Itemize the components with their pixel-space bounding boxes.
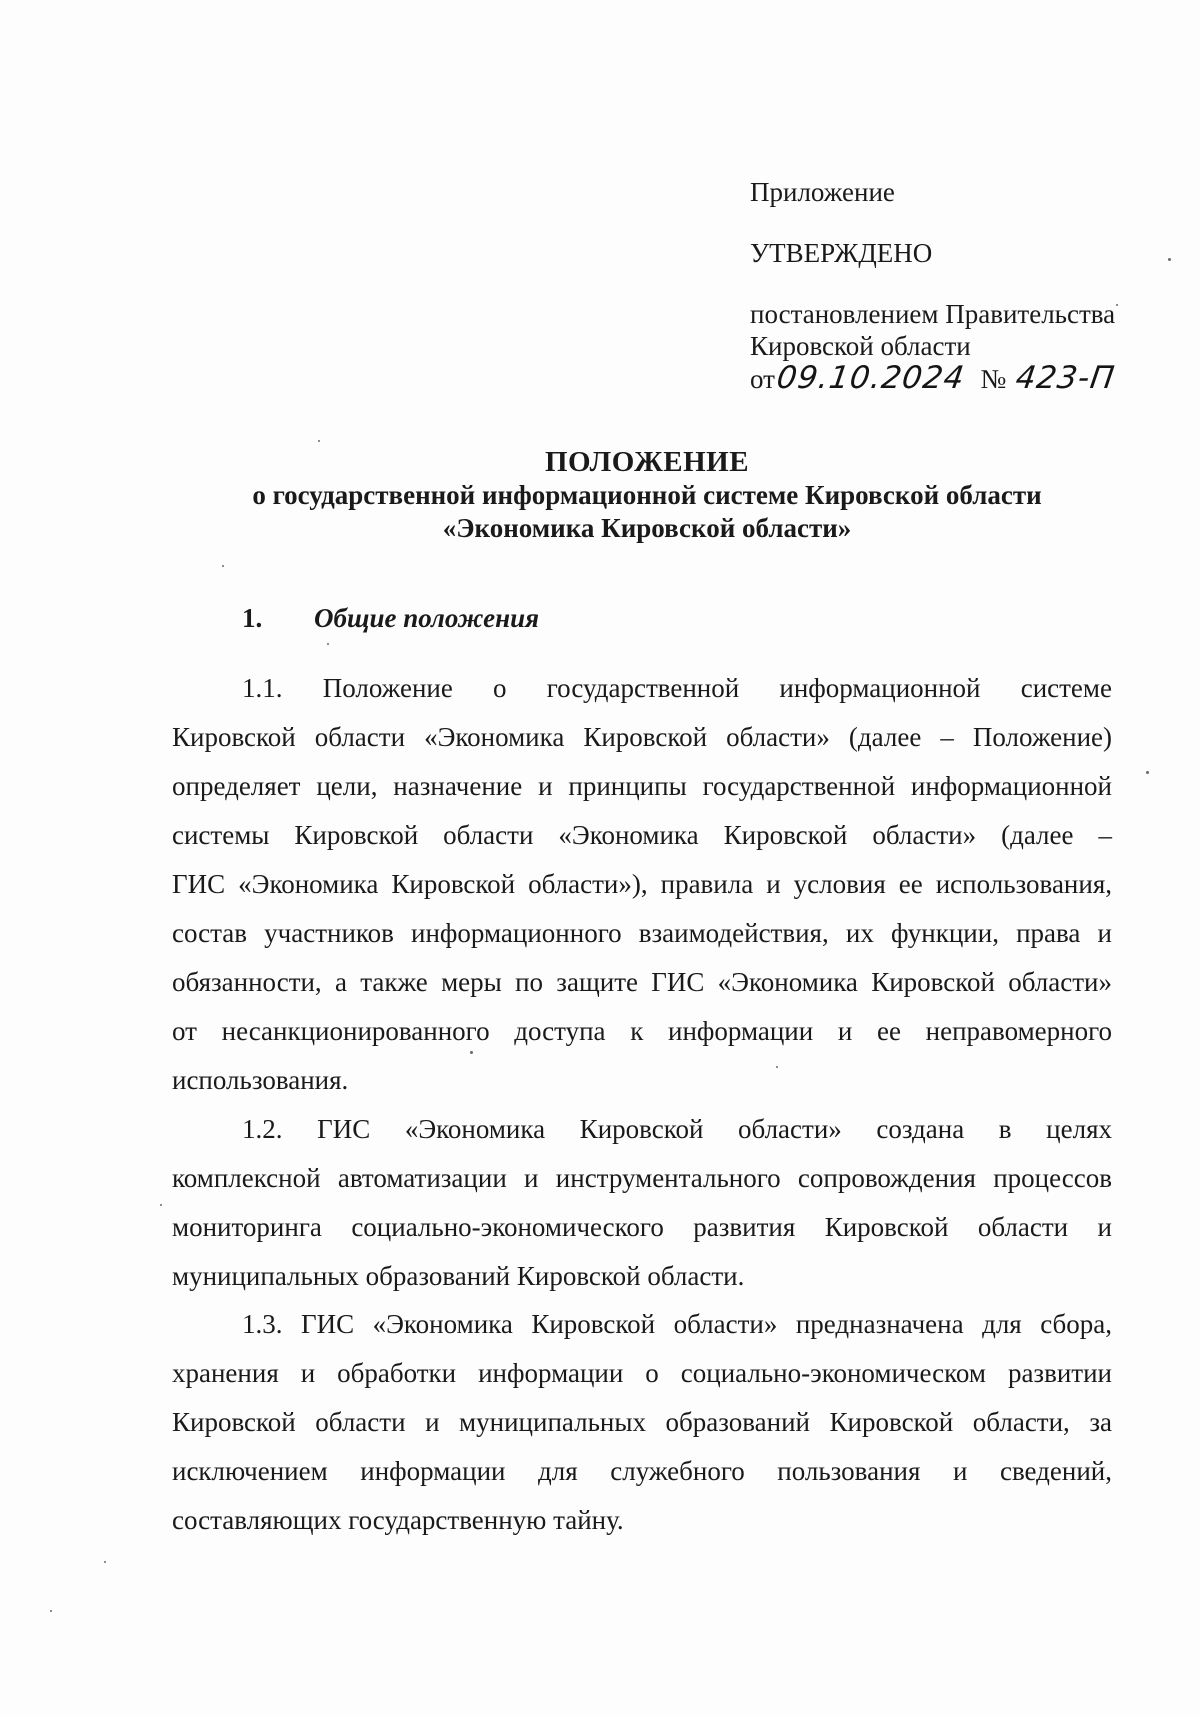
- approved-label: УТВЕРЖДЕНО: [750, 238, 933, 268]
- decree-line-1: постановлением Правительства: [750, 299, 1116, 329]
- document-title: [0, 446, 1200, 545]
- scan-speck: [104, 1561, 106, 1563]
- title-line-2: «Экономика Кировской области»: [442, 513, 852, 543]
- paragraph-line: Кировской области и муниципальных образований Кировской области, за: [172, 1407, 1112, 1437]
- paragraph-line: системы Кировской области «Экономика Кировской области» (далее –: [172, 820, 1112, 850]
- paragraph-1-3: [172, 1300, 1112, 1545]
- paragraph-line: состав участников информационного взаимодействия, их функции, права и: [172, 918, 1112, 948]
- paragraph-line: 1.2. ГИС «Экономика Кировской области» создана в целях: [242, 1114, 1112, 1144]
- paragraph-line: составляющих государственную тайну.: [172, 1505, 624, 1535]
- paragraph-line: 1.1. Положение о государственной информационной системе: [242, 673, 1112, 703]
- title-line-1: о государственной информационной системе Кировской области: [252, 480, 1042, 510]
- scan-speck: [50, 1610, 52, 1612]
- title-heading: ПОЛОЖЕНИЕ: [544, 446, 750, 478]
- paragraph-line: комплексной автоматизации и инструментального сопровождения процессов: [172, 1163, 1112, 1193]
- section-number: 1.: [242, 603, 263, 633]
- handwritten-date: 09.10.2024: [774, 360, 967, 396]
- decree-line-2: Кировской области: [750, 331, 971, 361]
- section-heading: [242, 602, 539, 634]
- date-prefix: от: [750, 364, 775, 394]
- paragraph-line: обязанности, а также меры по защите ГИС «Экономика Кировской области»: [172, 967, 1112, 997]
- paragraph-line: использования.: [172, 1065, 349, 1095]
- scan-speck: [318, 440, 320, 442]
- paragraph-line: Кировской области «Экономика Кировской области» (далее – Положение): [172, 722, 1112, 752]
- paragraph-line: 1.3. ГИС «Экономика Кировской области» предназначена для сбора,: [242, 1309, 1112, 1339]
- paragraph-1-1: [172, 664, 1112, 1105]
- approval-block: [750, 176, 1170, 398]
- paragraph-line: от несанкционированного доступа к информации и ее неправомерного: [172, 1016, 1112, 1046]
- section-label: Общие положения: [314, 603, 539, 633]
- scan-speck: [1146, 771, 1149, 774]
- paragraph-line: определяет цели, назначение и принципы государственной информационной: [172, 771, 1112, 801]
- appendix-label: Приложение: [750, 177, 895, 207]
- paragraph-line: исключением информации для служебного пользования и сведений,: [172, 1456, 1112, 1486]
- paragraph-line: хранения и обработки информации о социально-экономическом развитии: [172, 1358, 1112, 1388]
- scan-speck: [327, 643, 329, 645]
- scan-speck: [222, 565, 224, 567]
- handwritten-number: 423-П: [1013, 360, 1118, 396]
- scan-speck: [160, 1204, 162, 1206]
- paragraph-1-2: [172, 1105, 1112, 1301]
- paragraph-line: мониторинга социально-экономического развития Кировской области и: [172, 1212, 1112, 1242]
- paragraph-line: ГИС «Экономика Кировской области»), правила и условия ее использования,: [172, 869, 1112, 899]
- decree-date-line: [750, 362, 1170, 398]
- number-sign: №: [980, 364, 1007, 394]
- paragraph-line: муниципальных образований Кировской области.: [172, 1261, 745, 1291]
